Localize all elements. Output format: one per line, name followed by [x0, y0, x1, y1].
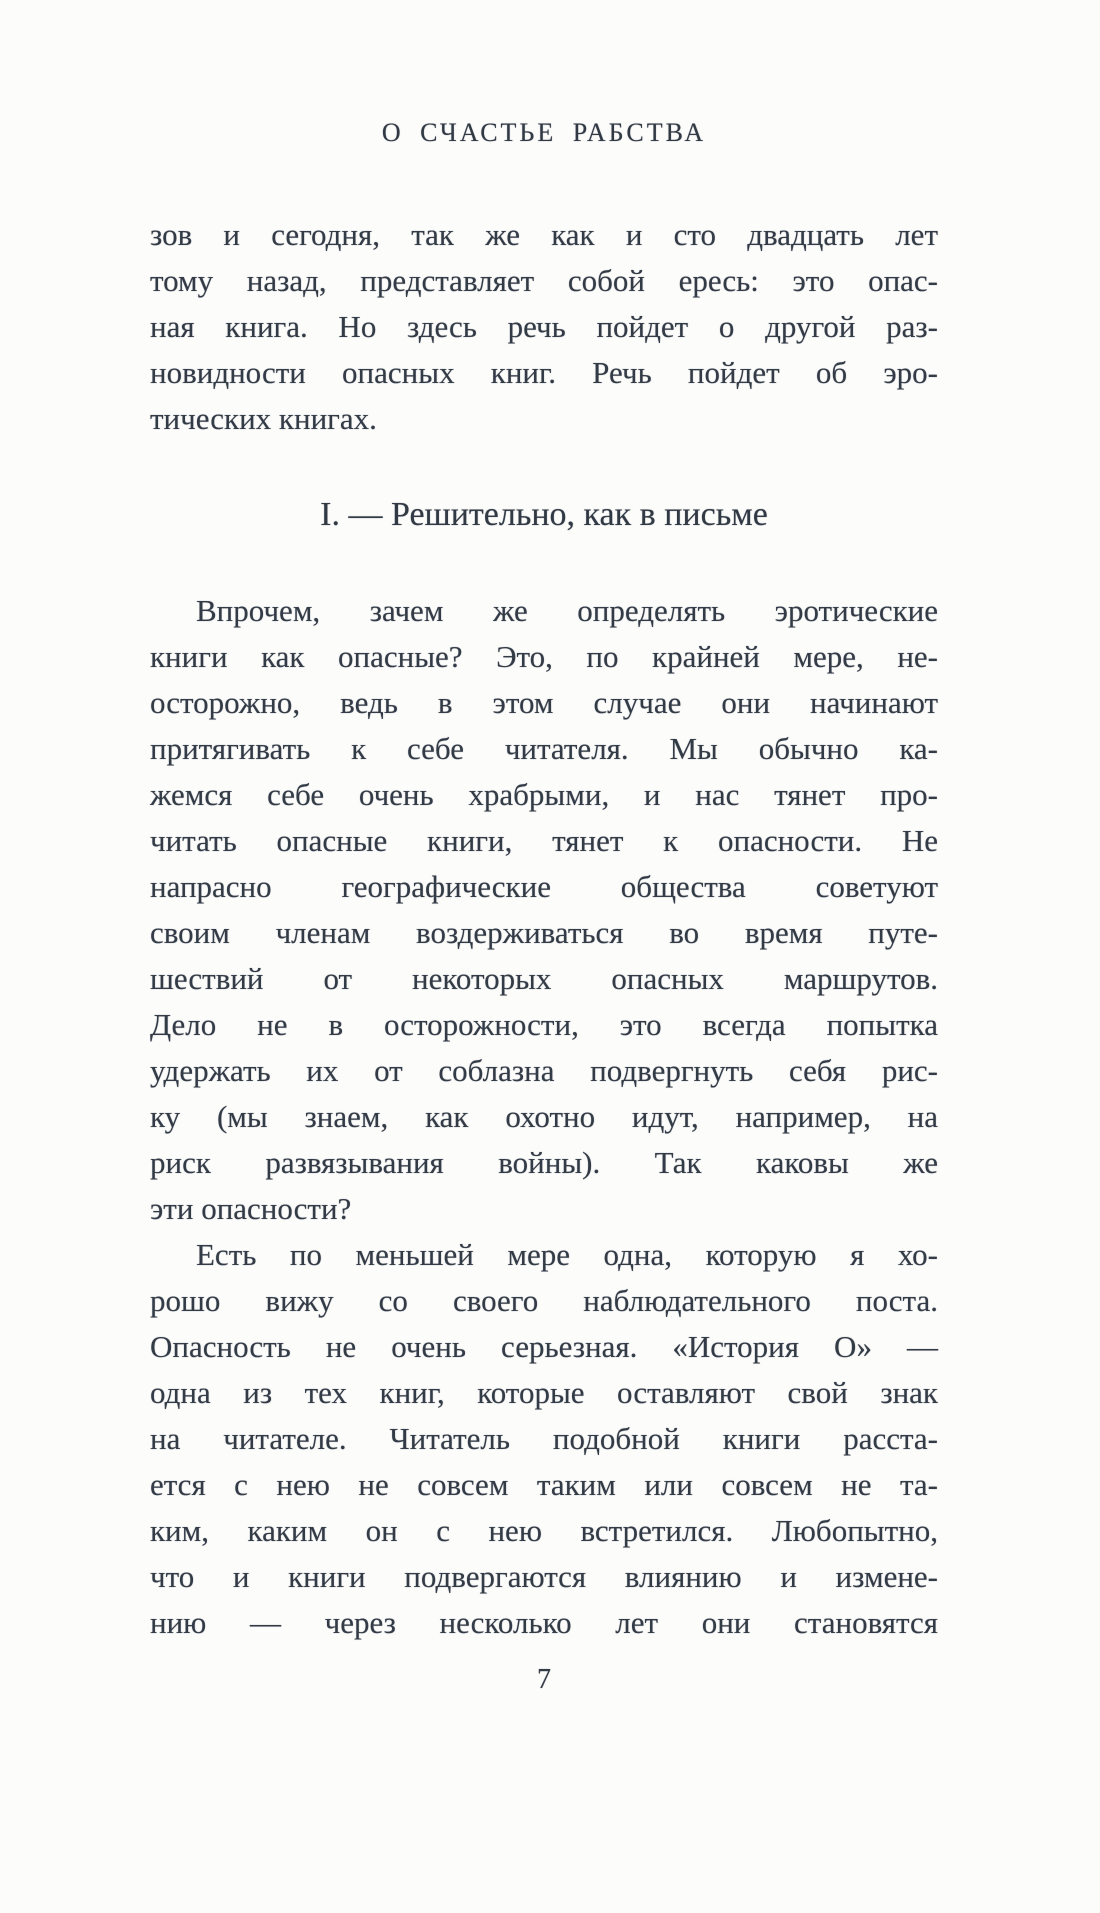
text-line: напрасно географические общества советуют — [150, 869, 938, 904]
text-line: своим членам воздерживаться во время путе- — [150, 915, 938, 950]
text-line: тических книгах. — [150, 401, 377, 436]
text-line: ким, каким он с нею встретился. Любопытно, — [150, 1513, 938, 1548]
paragraph — [150, 588, 938, 1232]
text-line: шествий от некоторых опасных маршрутов. — [150, 961, 938, 996]
text-line: читать опасные книги, тянет к опасности. Не — [150, 823, 938, 858]
text-line: ку (мы знаем, как охотно идут, например, на — [150, 1099, 938, 1134]
page-number: 7 — [537, 1664, 551, 1695]
text-line: притягивать к себе читателя. Мы обычно ка- — [150, 731, 938, 766]
text-line: Дело не в осторожности, это всегда попытка — [150, 1007, 938, 1042]
text-line: Впрочем, зачем же определять эротические — [196, 593, 938, 628]
text-line: новидности опасных книг. Речь пойдет об эро- — [150, 355, 938, 390]
text-line: Опасность не очень серьезная. «История О» — — [150, 1329, 938, 1364]
text-line: ная книга. Но здесь речь пойдет о другой раз- — [150, 309, 938, 344]
text-line: удержать их от соблазна подвергнуть себя рис- — [150, 1053, 938, 1088]
opening-paragraph — [150, 212, 938, 442]
text-line: на читателе. Читатель подобной книги расста- — [150, 1421, 938, 1456]
paragraph — [150, 1232, 938, 1646]
text-line: эти опасности? — [150, 1191, 352, 1226]
section-heading: I. — Решительно, как в письме — [320, 496, 768, 533]
text-line: ется с нею не совсем таким или совсем не та- — [150, 1467, 938, 1502]
text-line: рошо вижу со своего наблюдательного поста. — [150, 1283, 938, 1318]
text-line: Есть по меньшей мере одна, которую я хо- — [196, 1237, 938, 1272]
text-line: одна из тех книг, которые оставляют свой знак — [150, 1375, 938, 1410]
text-line: книги как опасные? Это, по крайней мере, не- — [150, 639, 938, 674]
text-line: тому назад, представляет собой ересь: это опас- — [150, 263, 938, 298]
text-line: зов и сегодня, так же как и сто двадцать лет — [150, 217, 938, 252]
text-line: что и книги подвергаются влиянию и измене- — [150, 1559, 938, 1594]
text-line: нию — через несколько лет они становятся — [150, 1605, 938, 1640]
text-line: жемся себе очень храбрыми, и нас тянет про- — [150, 777, 938, 812]
running-header: О СЧАСТЬЕ РАБСТВА — [381, 118, 707, 147]
text-line: риск развязывания войны). Так каковы же — [150, 1145, 938, 1180]
text-line: осторожно, ведь в этом случае они начинают — [150, 685, 938, 720]
